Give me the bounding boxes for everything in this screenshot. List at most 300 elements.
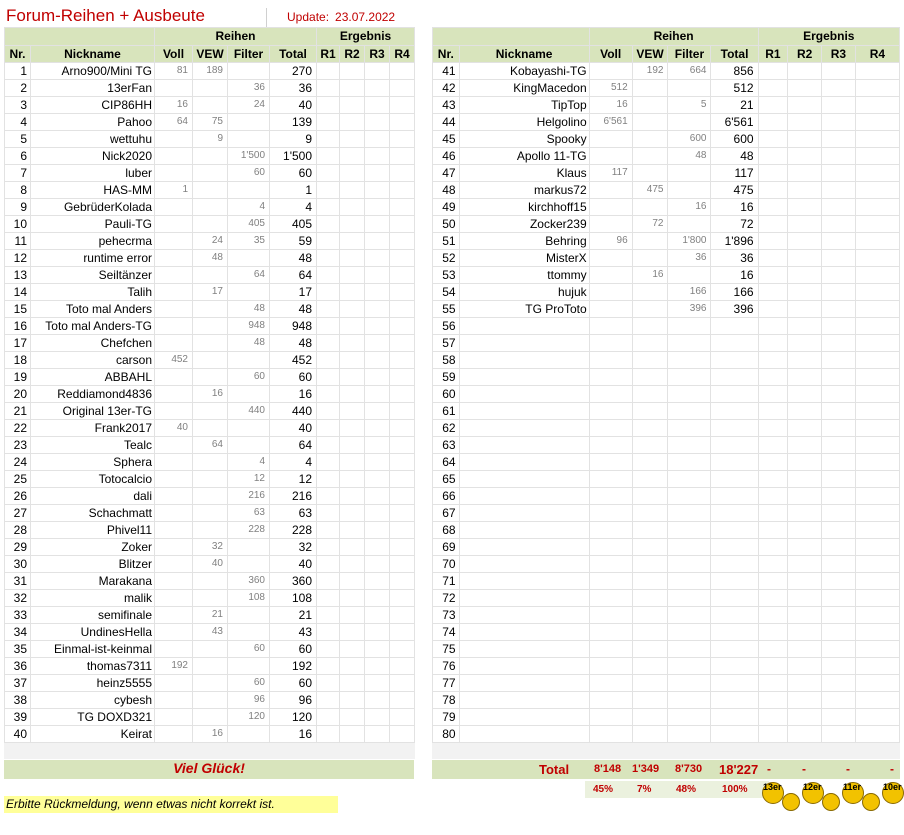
- cell-filter[interactable]: [668, 675, 711, 692]
- cell-nr[interactable]: 79: [433, 709, 460, 726]
- cell-vew[interactable]: [632, 148, 668, 165]
- cell-nr[interactable]: 6: [5, 148, 31, 165]
- cell-r3[interactable]: [365, 573, 390, 590]
- cell-vew[interactable]: [193, 267, 228, 284]
- cell-r2[interactable]: [788, 148, 822, 165]
- cell-voll[interactable]: [589, 250, 632, 267]
- cell-filter[interactable]: [668, 114, 711, 131]
- cell-nr[interactable]: 24: [5, 454, 31, 471]
- cell-r2[interactable]: [340, 556, 365, 573]
- cell-r4[interactable]: [390, 165, 415, 182]
- cell-r2[interactable]: [340, 573, 365, 590]
- cell-r2[interactable]: [340, 369, 365, 386]
- cell-r1[interactable]: [317, 675, 340, 692]
- cell-nr[interactable]: 13: [5, 267, 31, 284]
- cell-voll[interactable]: [155, 437, 193, 454]
- cell-nr[interactable]: 37: [5, 675, 31, 692]
- cell-total[interactable]: 120: [270, 709, 317, 726]
- cell-r3[interactable]: [822, 658, 856, 675]
- cell-total[interactable]: 60: [270, 369, 317, 386]
- column-header-nr[interactable]: Nr.: [433, 46, 460, 63]
- cell-r2[interactable]: [340, 726, 365, 743]
- column-header-vew[interactable]: VEW: [632, 46, 668, 63]
- cell-voll[interactable]: [155, 216, 193, 233]
- cell-nr[interactable]: 44: [433, 114, 460, 131]
- cell-vew[interactable]: [193, 318, 228, 335]
- cell-filter[interactable]: 36: [228, 80, 270, 97]
- cell-vew[interactable]: [632, 539, 668, 556]
- cell-voll[interactable]: 512: [589, 80, 632, 97]
- cell-nick[interactable]: Blitzer: [31, 556, 155, 573]
- cell-r2[interactable]: [788, 556, 822, 573]
- cell-vew[interactable]: [193, 658, 228, 675]
- cell-vew[interactable]: [193, 675, 228, 692]
- cell-r3[interactable]: [822, 352, 856, 369]
- cell-r1[interactable]: [758, 233, 788, 250]
- cell-vew[interactable]: 16: [193, 726, 228, 743]
- cell-nick[interactable]: [459, 522, 589, 539]
- cell-r3[interactable]: [822, 403, 856, 420]
- cell-nr[interactable]: 48: [433, 182, 460, 199]
- cell-r3[interactable]: [822, 267, 856, 284]
- cell-nick[interactable]: Kobayashi-TG: [459, 63, 589, 80]
- cell-r2[interactable]: [340, 335, 365, 352]
- cell-nr[interactable]: 22: [5, 420, 31, 437]
- cell-total[interactable]: [711, 709, 758, 726]
- cell-voll[interactable]: [155, 573, 193, 590]
- cell-r3[interactable]: [365, 148, 390, 165]
- cell-r1[interactable]: [317, 63, 340, 80]
- cell-r1[interactable]: [758, 556, 788, 573]
- cell-voll[interactable]: [155, 607, 193, 624]
- cell-voll[interactable]: [589, 505, 632, 522]
- cell-nr[interactable]: 16: [5, 318, 31, 335]
- cell-nick[interactable]: GebrüderKolada: [31, 199, 155, 216]
- cell-r3[interactable]: [822, 386, 856, 403]
- cell-total[interactable]: 475: [711, 182, 758, 199]
- cell-nick[interactable]: Reddiamond4836: [31, 386, 155, 403]
- cell-r2[interactable]: [340, 199, 365, 216]
- cell-r2[interactable]: [340, 165, 365, 182]
- cell-nick[interactable]: thomas7311: [31, 658, 155, 675]
- cell-voll[interactable]: [589, 573, 632, 590]
- cell-r1[interactable]: [317, 624, 340, 641]
- cell-nick[interactable]: [459, 709, 589, 726]
- cell-nick[interactable]: Zocker239: [459, 216, 589, 233]
- cell-r1[interactable]: [758, 182, 788, 199]
- cell-voll[interactable]: [589, 284, 632, 301]
- cell-r2[interactable]: [788, 488, 822, 505]
- cell-voll[interactable]: [589, 454, 632, 471]
- cell-nick[interactable]: KingMacedon: [459, 80, 589, 97]
- column-header-r4[interactable]: R4: [855, 46, 899, 63]
- cell-voll[interactable]: [155, 301, 193, 318]
- cell-r1[interactable]: [317, 267, 340, 284]
- cell-voll[interactable]: [155, 267, 193, 284]
- cell-nick[interactable]: Klaus: [459, 165, 589, 182]
- cell-r1[interactable]: [758, 63, 788, 80]
- cell-voll[interactable]: 64: [155, 114, 193, 131]
- cell-nr[interactable]: 50: [433, 216, 460, 233]
- cell-r1[interactable]: [758, 726, 788, 743]
- cell-filter[interactable]: 108: [228, 590, 270, 607]
- column-header-voll[interactable]: Voll: [589, 46, 632, 63]
- cell-nick[interactable]: [459, 658, 589, 675]
- cell-voll[interactable]: [155, 641, 193, 658]
- cell-filter[interactable]: [228, 182, 270, 199]
- cell-filter[interactable]: [668, 369, 711, 386]
- cell-total[interactable]: 48: [270, 250, 317, 267]
- cell-nr[interactable]: 62: [433, 420, 460, 437]
- column-header-nr[interactable]: Nr.: [5, 46, 31, 63]
- cell-voll[interactable]: 16: [589, 97, 632, 114]
- cell-total[interactable]: 63: [270, 505, 317, 522]
- cell-nick[interactable]: markus72: [459, 182, 589, 199]
- cell-voll[interactable]: [155, 556, 193, 573]
- cell-total[interactable]: 440: [270, 403, 317, 420]
- cell-r4[interactable]: [855, 420, 899, 437]
- cell-r2[interactable]: [340, 488, 365, 505]
- cell-voll[interactable]: [589, 199, 632, 216]
- cell-r1[interactable]: [758, 80, 788, 97]
- cell-r3[interactable]: [822, 63, 856, 80]
- cell-filter[interactable]: 64: [228, 267, 270, 284]
- cell-r1[interactable]: [758, 352, 788, 369]
- cell-nr[interactable]: 51: [433, 233, 460, 250]
- cell-r4[interactable]: [390, 301, 415, 318]
- cell-voll[interactable]: 6'561: [589, 114, 632, 131]
- cell-nick[interactable]: [459, 471, 589, 488]
- cell-filter[interactable]: 228: [228, 522, 270, 539]
- cell-r3[interactable]: [822, 335, 856, 352]
- cell-r3[interactable]: [822, 318, 856, 335]
- cell-voll[interactable]: [155, 318, 193, 335]
- cell-r3[interactable]: [365, 250, 390, 267]
- cell-r4[interactable]: [390, 624, 415, 641]
- cell-total[interactable]: 270: [270, 63, 317, 80]
- cell-r4[interactable]: [855, 335, 899, 352]
- cell-r3[interactable]: [822, 675, 856, 692]
- column-header-r4[interactable]: R4: [390, 46, 415, 63]
- cell-r1[interactable]: [317, 199, 340, 216]
- cell-nr[interactable]: 52: [433, 250, 460, 267]
- cell-r1[interactable]: [317, 488, 340, 505]
- cell-vew[interactable]: [193, 505, 228, 522]
- cell-total[interactable]: 405: [270, 216, 317, 233]
- cell-r2[interactable]: [788, 165, 822, 182]
- cell-voll[interactable]: [155, 709, 193, 726]
- cell-nick[interactable]: Original 13er-TG: [31, 403, 155, 420]
- cell-r1[interactable]: [758, 505, 788, 522]
- cell-total[interactable]: 16: [711, 199, 758, 216]
- cell-vew[interactable]: [193, 573, 228, 590]
- cell-voll[interactable]: [589, 386, 632, 403]
- cell-r3[interactable]: [822, 726, 856, 743]
- cell-r4[interactable]: [855, 607, 899, 624]
- cell-r4[interactable]: [390, 97, 415, 114]
- cell-r1[interactable]: [758, 539, 788, 556]
- cell-nick[interactable]: ttommy: [459, 267, 589, 284]
- cell-r3[interactable]: [822, 522, 856, 539]
- cell-voll[interactable]: [155, 386, 193, 403]
- cell-nr[interactable]: 73: [433, 607, 460, 624]
- cell-filter[interactable]: 60: [228, 641, 270, 658]
- cell-r2[interactable]: [340, 692, 365, 709]
- cell-vew[interactable]: [632, 199, 668, 216]
- cell-nick[interactable]: [459, 539, 589, 556]
- cell-vew[interactable]: [193, 165, 228, 182]
- cell-r3[interactable]: [822, 165, 856, 182]
- cell-nick[interactable]: Apollo 11-TG: [459, 148, 589, 165]
- cell-total[interactable]: 512: [711, 80, 758, 97]
- cell-total[interactable]: [711, 726, 758, 743]
- cell-filter[interactable]: [228, 386, 270, 403]
- cell-nick[interactable]: [459, 352, 589, 369]
- cell-voll[interactable]: [589, 471, 632, 488]
- cell-total[interactable]: [711, 607, 758, 624]
- cell-r3[interactable]: [822, 97, 856, 114]
- cell-nick[interactable]: [459, 726, 589, 743]
- cell-voll[interactable]: [155, 675, 193, 692]
- cell-r2[interactable]: [788, 250, 822, 267]
- cell-nick[interactable]: Helgolino: [459, 114, 589, 131]
- cell-total[interactable]: 1'896: [711, 233, 758, 250]
- cell-r4[interactable]: [855, 624, 899, 641]
- cell-r3[interactable]: [365, 522, 390, 539]
- cell-nr[interactable]: 72: [433, 590, 460, 607]
- column-header-r1[interactable]: R1: [317, 46, 340, 63]
- cell-total[interactable]: [711, 556, 758, 573]
- cell-nr[interactable]: 78: [433, 692, 460, 709]
- cell-nr[interactable]: 54: [433, 284, 460, 301]
- cell-vew[interactable]: [632, 641, 668, 658]
- cell-r4[interactable]: [390, 284, 415, 301]
- cell-vew[interactable]: [632, 233, 668, 250]
- cell-r3[interactable]: [365, 233, 390, 250]
- cell-voll[interactable]: [155, 199, 193, 216]
- cell-vew[interactable]: 75: [193, 114, 228, 131]
- cell-nr[interactable]: 15: [5, 301, 31, 318]
- column-header-r1[interactable]: R1: [758, 46, 788, 63]
- cell-r2[interactable]: [788, 114, 822, 131]
- cell-filter[interactable]: [228, 607, 270, 624]
- cell-voll[interactable]: [589, 148, 632, 165]
- cell-vew[interactable]: [632, 250, 668, 267]
- cell-voll[interactable]: [155, 250, 193, 267]
- cell-r4[interactable]: [390, 539, 415, 556]
- cell-r2[interactable]: [788, 454, 822, 471]
- cell-filter[interactable]: 63: [228, 505, 270, 522]
- cell-r1[interactable]: [758, 335, 788, 352]
- cell-nr[interactable]: 11: [5, 233, 31, 250]
- cell-total[interactable]: [711, 318, 758, 335]
- cell-filter[interactable]: [668, 182, 711, 199]
- cell-nr[interactable]: 57: [433, 335, 460, 352]
- cell-r1[interactable]: [317, 709, 340, 726]
- cell-vew[interactable]: [632, 607, 668, 624]
- cell-vew[interactable]: [632, 726, 668, 743]
- cell-r4[interactable]: [390, 522, 415, 539]
- cell-r3[interactable]: [822, 80, 856, 97]
- cell-r4[interactable]: [855, 692, 899, 709]
- cell-r1[interactable]: [317, 352, 340, 369]
- cell-total[interactable]: 1'500: [270, 148, 317, 165]
- cell-vew[interactable]: [632, 556, 668, 573]
- cell-nr[interactable]: 75: [433, 641, 460, 658]
- cell-r3[interactable]: [365, 182, 390, 199]
- cell-nr[interactable]: 4: [5, 114, 31, 131]
- cell-filter[interactable]: [668, 590, 711, 607]
- cell-total[interactable]: 360: [270, 573, 317, 590]
- cell-filter[interactable]: [668, 80, 711, 97]
- cell-filter[interactable]: [668, 505, 711, 522]
- cell-nr[interactable]: 60: [433, 386, 460, 403]
- cell-total[interactable]: 216: [270, 488, 317, 505]
- cell-r2[interactable]: [788, 267, 822, 284]
- cell-total[interactable]: [711, 386, 758, 403]
- cell-r2[interactable]: [340, 386, 365, 403]
- cell-vew[interactable]: [632, 301, 668, 318]
- cell-r1[interactable]: [317, 335, 340, 352]
- cell-r2[interactable]: [340, 658, 365, 675]
- cell-nick[interactable]: [459, 403, 589, 420]
- cell-r3[interactable]: [365, 165, 390, 182]
- cell-vew[interactable]: [632, 522, 668, 539]
- column-header-nickname[interactable]: Nickname: [31, 46, 155, 63]
- cell-r1[interactable]: [317, 284, 340, 301]
- cell-vew[interactable]: 32: [193, 539, 228, 556]
- cell-r4[interactable]: [855, 369, 899, 386]
- cell-total[interactable]: 40: [270, 556, 317, 573]
- cell-nick[interactable]: [459, 590, 589, 607]
- cell-r3[interactable]: [365, 80, 390, 97]
- cell-nick[interactable]: [459, 675, 589, 692]
- cell-filter[interactable]: 1'800: [668, 233, 711, 250]
- cell-voll[interactable]: [589, 267, 632, 284]
- cell-vew[interactable]: [632, 131, 668, 148]
- cell-r1[interactable]: [317, 590, 340, 607]
- cell-r3[interactable]: [365, 318, 390, 335]
- cell-nr[interactable]: 1: [5, 63, 31, 80]
- cell-r3[interactable]: [822, 471, 856, 488]
- cell-filter[interactable]: [668, 573, 711, 590]
- cell-r2[interactable]: [340, 403, 365, 420]
- cell-r2[interactable]: [788, 692, 822, 709]
- cell-nr[interactable]: 29: [5, 539, 31, 556]
- cell-r2[interactable]: [340, 97, 365, 114]
- cell-r4[interactable]: [855, 97, 899, 114]
- cell-r1[interactable]: [317, 454, 340, 471]
- cell-r1[interactable]: [758, 369, 788, 386]
- cell-r2[interactable]: [788, 182, 822, 199]
- cell-total[interactable]: [711, 505, 758, 522]
- cell-r1[interactable]: [317, 97, 340, 114]
- cell-r3[interactable]: [365, 607, 390, 624]
- cell-r1[interactable]: [317, 505, 340, 522]
- cell-nr[interactable]: 80: [433, 726, 460, 743]
- cell-vew[interactable]: [632, 709, 668, 726]
- cell-r1[interactable]: [317, 403, 340, 420]
- cell-total[interactable]: [711, 641, 758, 658]
- cell-nick[interactable]: 13erFan: [31, 80, 155, 97]
- cell-r4[interactable]: [855, 301, 899, 318]
- cell-nick[interactable]: malik: [31, 590, 155, 607]
- cell-nr[interactable]: 7: [5, 165, 31, 182]
- cell-r4[interactable]: [855, 63, 899, 80]
- cell-filter[interactable]: [228, 114, 270, 131]
- cell-nick[interactable]: hujuk: [459, 284, 589, 301]
- cell-r4[interactable]: [390, 658, 415, 675]
- cell-r1[interactable]: [317, 471, 340, 488]
- cell-r2[interactable]: [340, 267, 365, 284]
- cell-r4[interactable]: [390, 488, 415, 505]
- cell-r1[interactable]: [758, 131, 788, 148]
- cell-total[interactable]: 21: [711, 97, 758, 114]
- cell-r3[interactable]: [365, 420, 390, 437]
- cell-total[interactable]: 40: [270, 420, 317, 437]
- cell-nr[interactable]: 14: [5, 284, 31, 301]
- cell-r1[interactable]: [317, 165, 340, 182]
- cell-r1[interactable]: [758, 692, 788, 709]
- cell-r3[interactable]: [365, 131, 390, 148]
- cell-nr[interactable]: 55: [433, 301, 460, 318]
- cell-total[interactable]: 59: [270, 233, 317, 250]
- cell-r4[interactable]: [855, 488, 899, 505]
- cell-r3[interactable]: [365, 335, 390, 352]
- cell-r3[interactable]: [365, 114, 390, 131]
- cell-nick[interactable]: TipTop: [459, 97, 589, 114]
- cell-r2[interactable]: [340, 216, 365, 233]
- cell-nr[interactable]: 39: [5, 709, 31, 726]
- cell-nr[interactable]: 21: [5, 403, 31, 420]
- cell-r4[interactable]: [855, 709, 899, 726]
- cell-vew[interactable]: [193, 692, 228, 709]
- cell-r4[interactable]: [855, 250, 899, 267]
- cell-r4[interactable]: [390, 590, 415, 607]
- cell-nick[interactable]: TG DOXD321: [31, 709, 155, 726]
- cell-nr[interactable]: 46: [433, 148, 460, 165]
- cell-total[interactable]: 948: [270, 318, 317, 335]
- cell-filter[interactable]: 440: [228, 403, 270, 420]
- cell-r4[interactable]: [390, 675, 415, 692]
- cell-nick[interactable]: Sphera: [31, 454, 155, 471]
- cell-nick[interactable]: UndinesHella: [31, 624, 155, 641]
- cell-nr[interactable]: 30: [5, 556, 31, 573]
- column-header-total[interactable]: Total: [711, 46, 758, 63]
- cell-total[interactable]: 64: [270, 437, 317, 454]
- cell-vew[interactable]: [193, 335, 228, 352]
- cell-nick[interactable]: luber: [31, 165, 155, 182]
- cell-r2[interactable]: [788, 63, 822, 80]
- cell-nr[interactable]: 49: [433, 199, 460, 216]
- cell-filter[interactable]: 5: [668, 97, 711, 114]
- cell-r4[interactable]: [855, 403, 899, 420]
- cell-r2[interactable]: [340, 607, 365, 624]
- cell-r1[interactable]: [317, 420, 340, 437]
- cell-r2[interactable]: [340, 131, 365, 148]
- cell-vew[interactable]: 43: [193, 624, 228, 641]
- cell-voll[interactable]: [589, 692, 632, 709]
- cell-r4[interactable]: [855, 80, 899, 97]
- cell-r4[interactable]: [390, 216, 415, 233]
- cell-filter[interactable]: [228, 131, 270, 148]
- cell-r3[interactable]: [822, 131, 856, 148]
- cell-r4[interactable]: [390, 80, 415, 97]
- cell-total[interactable]: 48: [270, 301, 317, 318]
- cell-r4[interactable]: [390, 233, 415, 250]
- column-header-total[interactable]: Total: [270, 46, 317, 63]
- cell-nick[interactable]: Seiltänzer: [31, 267, 155, 284]
